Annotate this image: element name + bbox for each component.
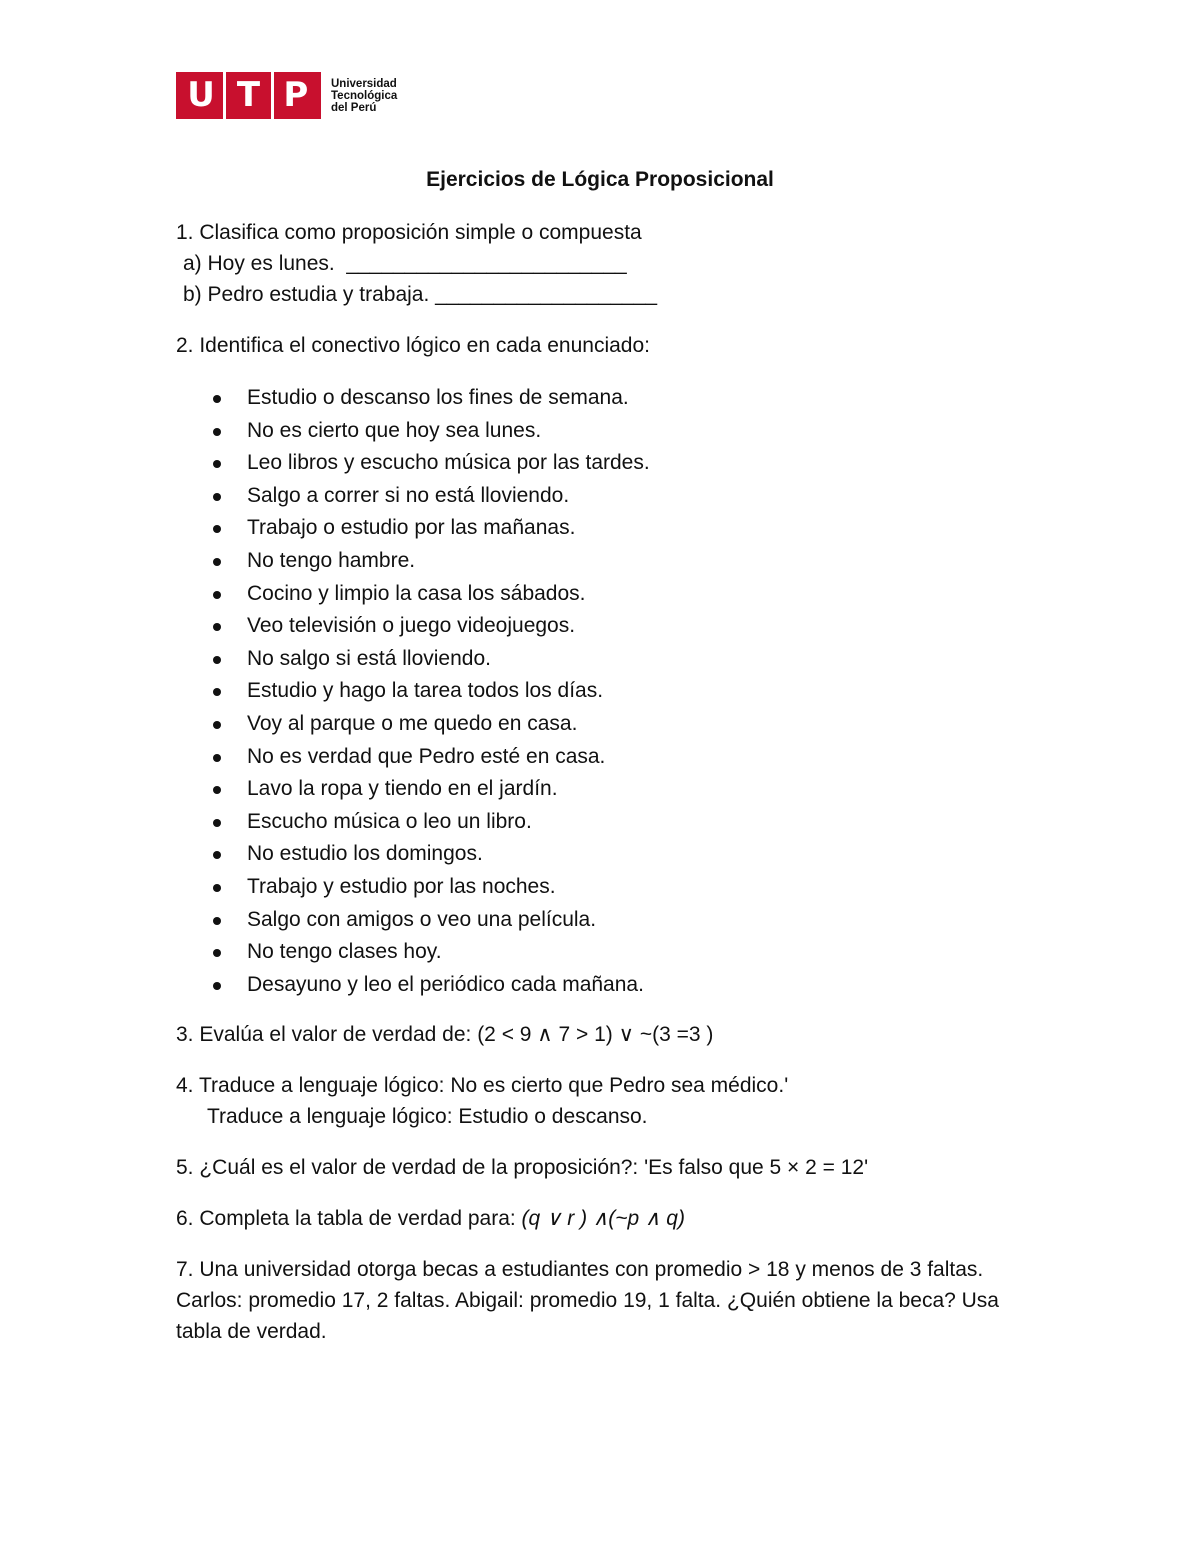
- list-item-text: No es verdad que Pedro esté en casa.: [247, 744, 606, 768]
- bullet-icon: [213, 558, 221, 566]
- bullet-icon: [213, 591, 221, 599]
- logo-letter-t: T: [236, 75, 261, 115]
- list-item-text: No estudio los domingos.: [247, 842, 483, 866]
- q1-heading: 1. Clasifica como proposición simple o compuesta: [176, 221, 642, 244]
- list-item-text: Leo libros y escucho música por las tardes.: [247, 451, 650, 475]
- logo-separator: [271, 72, 274, 119]
- list-item: [176, 675, 1036, 708]
- exercise-list: [176, 217, 1036, 1347]
- bullet-icon: [213, 982, 221, 990]
- q1-item-a: a) Hoy es lunes. ________________________: [183, 252, 627, 275]
- list-item: [176, 904, 1036, 937]
- list-item-text: Salgo a correr si no está lloviendo.: [247, 483, 570, 507]
- list-item: [176, 936, 1036, 969]
- q1-item-b: b) Pedro estudia y trabaja. ___________________: [183, 283, 658, 306]
- bullet-icon: [213, 656, 221, 664]
- list-item-text: Salgo con amigos o veo una película.: [247, 907, 597, 931]
- list-item: [176, 643, 1036, 676]
- list-item: [176, 415, 1036, 448]
- q7-text: 7. Una universidad otorga becas a estudiantes con promedio > 18 y menos de 3 faltas. Carlos: promedio 17, 2 faltas. Abigail: promedio 19, 1 falta. ¿Quién obtiene la beca? Usa tabla de verdad.: [176, 1258, 999, 1344]
- list-item-text: Lavo la ropa y tiendo en el jardín.: [247, 777, 558, 801]
- list-item: [176, 480, 1036, 513]
- logo-text-line-2: Tecnológica: [331, 89, 398, 102]
- list-item-text: Estudio y hago la tarea todos los días.: [247, 679, 604, 703]
- bullet-icon: [213, 428, 221, 436]
- list-item: [176, 382, 1036, 415]
- list-item-text: Escucho música o leo un libro.: [247, 809, 532, 833]
- list-item-text: Voy al parque o me quedo en casa.: [247, 711, 578, 735]
- bullet-icon: [213, 884, 221, 892]
- logo-text-line-1: Universidad: [331, 77, 397, 90]
- q6-prefix: 6. Completa la tabla de verdad para:: [176, 1207, 522, 1231]
- q3-text: 3. Evalúa el valor de verdad de: (2 < 9 ∧ 7 > 1) ∨ ~(3 =3 ): [176, 1023, 714, 1047]
- list-item-text: Estudio o descanso los fines de semana.: [247, 386, 629, 409]
- list-item: [176, 708, 1036, 741]
- list-item: [176, 610, 1036, 643]
- logo-separator: [223, 72, 226, 119]
- bullet-icon: [213, 917, 221, 925]
- q2-heading: 2. Identifica el conectivo lógico en cada enunciado:: [176, 334, 650, 357]
- bullet-icon: [213, 623, 221, 631]
- logo-badge: [176, 72, 321, 119]
- bullet-icon: [213, 786, 221, 794]
- list-item-text: No tengo clases hoy.: [247, 940, 442, 964]
- logo-letter-p: P: [283, 75, 309, 115]
- logo-wordmark: [331, 78, 397, 114]
- list-item-text: Cocino y limpio la casa los sábados.: [247, 581, 586, 605]
- list-item: [176, 969, 1036, 1002]
- q4-line-1: 4. Traduce a lenguaje lógico: No es cierto que Pedro sea médico.': [176, 1074, 789, 1098]
- bullet-icon: [213, 851, 221, 859]
- list-item-text: Desayuno y leo el periódico cada mañana.: [247, 972, 644, 996]
- list-item: [176, 806, 1036, 839]
- bullet-icon: [213, 395, 221, 403]
- q4-line-2: Traduce a lenguaje lógico: Estudio o descanso.: [207, 1105, 648, 1129]
- list-item-text: Veo televisión o juego videojuegos.: [247, 614, 576, 638]
- list-item-text: Trabajo o estudio por las mañanas.: [247, 516, 576, 540]
- logo-text-line-3: del Perú: [331, 101, 377, 114]
- list-item-text: Trabajo y estudio por las noches.: [247, 874, 556, 898]
- list-item: [176, 578, 1036, 611]
- list-item: [176, 545, 1036, 578]
- q5-text: 5. ¿Cuál es el valor de verdad de la proposición?: 'Es falso que 5 × 2 = 12': [176, 1156, 869, 1180]
- list-item: [176, 512, 1036, 545]
- logo-letter-u: U: [187, 75, 215, 115]
- q6-text: [176, 1203, 1036, 1234]
- bullet-icon: [213, 525, 221, 533]
- utp-logo: [176, 72, 397, 119]
- bullet-icon: [213, 688, 221, 696]
- list-item: [176, 447, 1036, 480]
- list-item: [176, 741, 1036, 774]
- bullet-icon: [213, 754, 221, 762]
- page-title: Ejercicios de Lógica Proposicional: [426, 168, 774, 191]
- bullet-icon: [213, 460, 221, 468]
- list-item-text: No salgo si está lloviendo.: [247, 646, 491, 670]
- bullet-icon: [213, 819, 221, 827]
- bullet-icon: [213, 949, 221, 957]
- bullet-icon: [213, 493, 221, 501]
- q2-bullet-list: [176, 382, 1036, 1001]
- list-item-text: No es cierto que hoy sea lunes.: [247, 418, 542, 442]
- list-item: [176, 838, 1036, 871]
- list-item: [176, 871, 1036, 904]
- q6-formula: (q ∨ r ) ∧(~p ∧ q): [521, 1207, 685, 1231]
- bullet-icon: [213, 721, 221, 729]
- list-item: [176, 773, 1036, 806]
- list-item-text: No tengo hambre.: [247, 548, 416, 572]
